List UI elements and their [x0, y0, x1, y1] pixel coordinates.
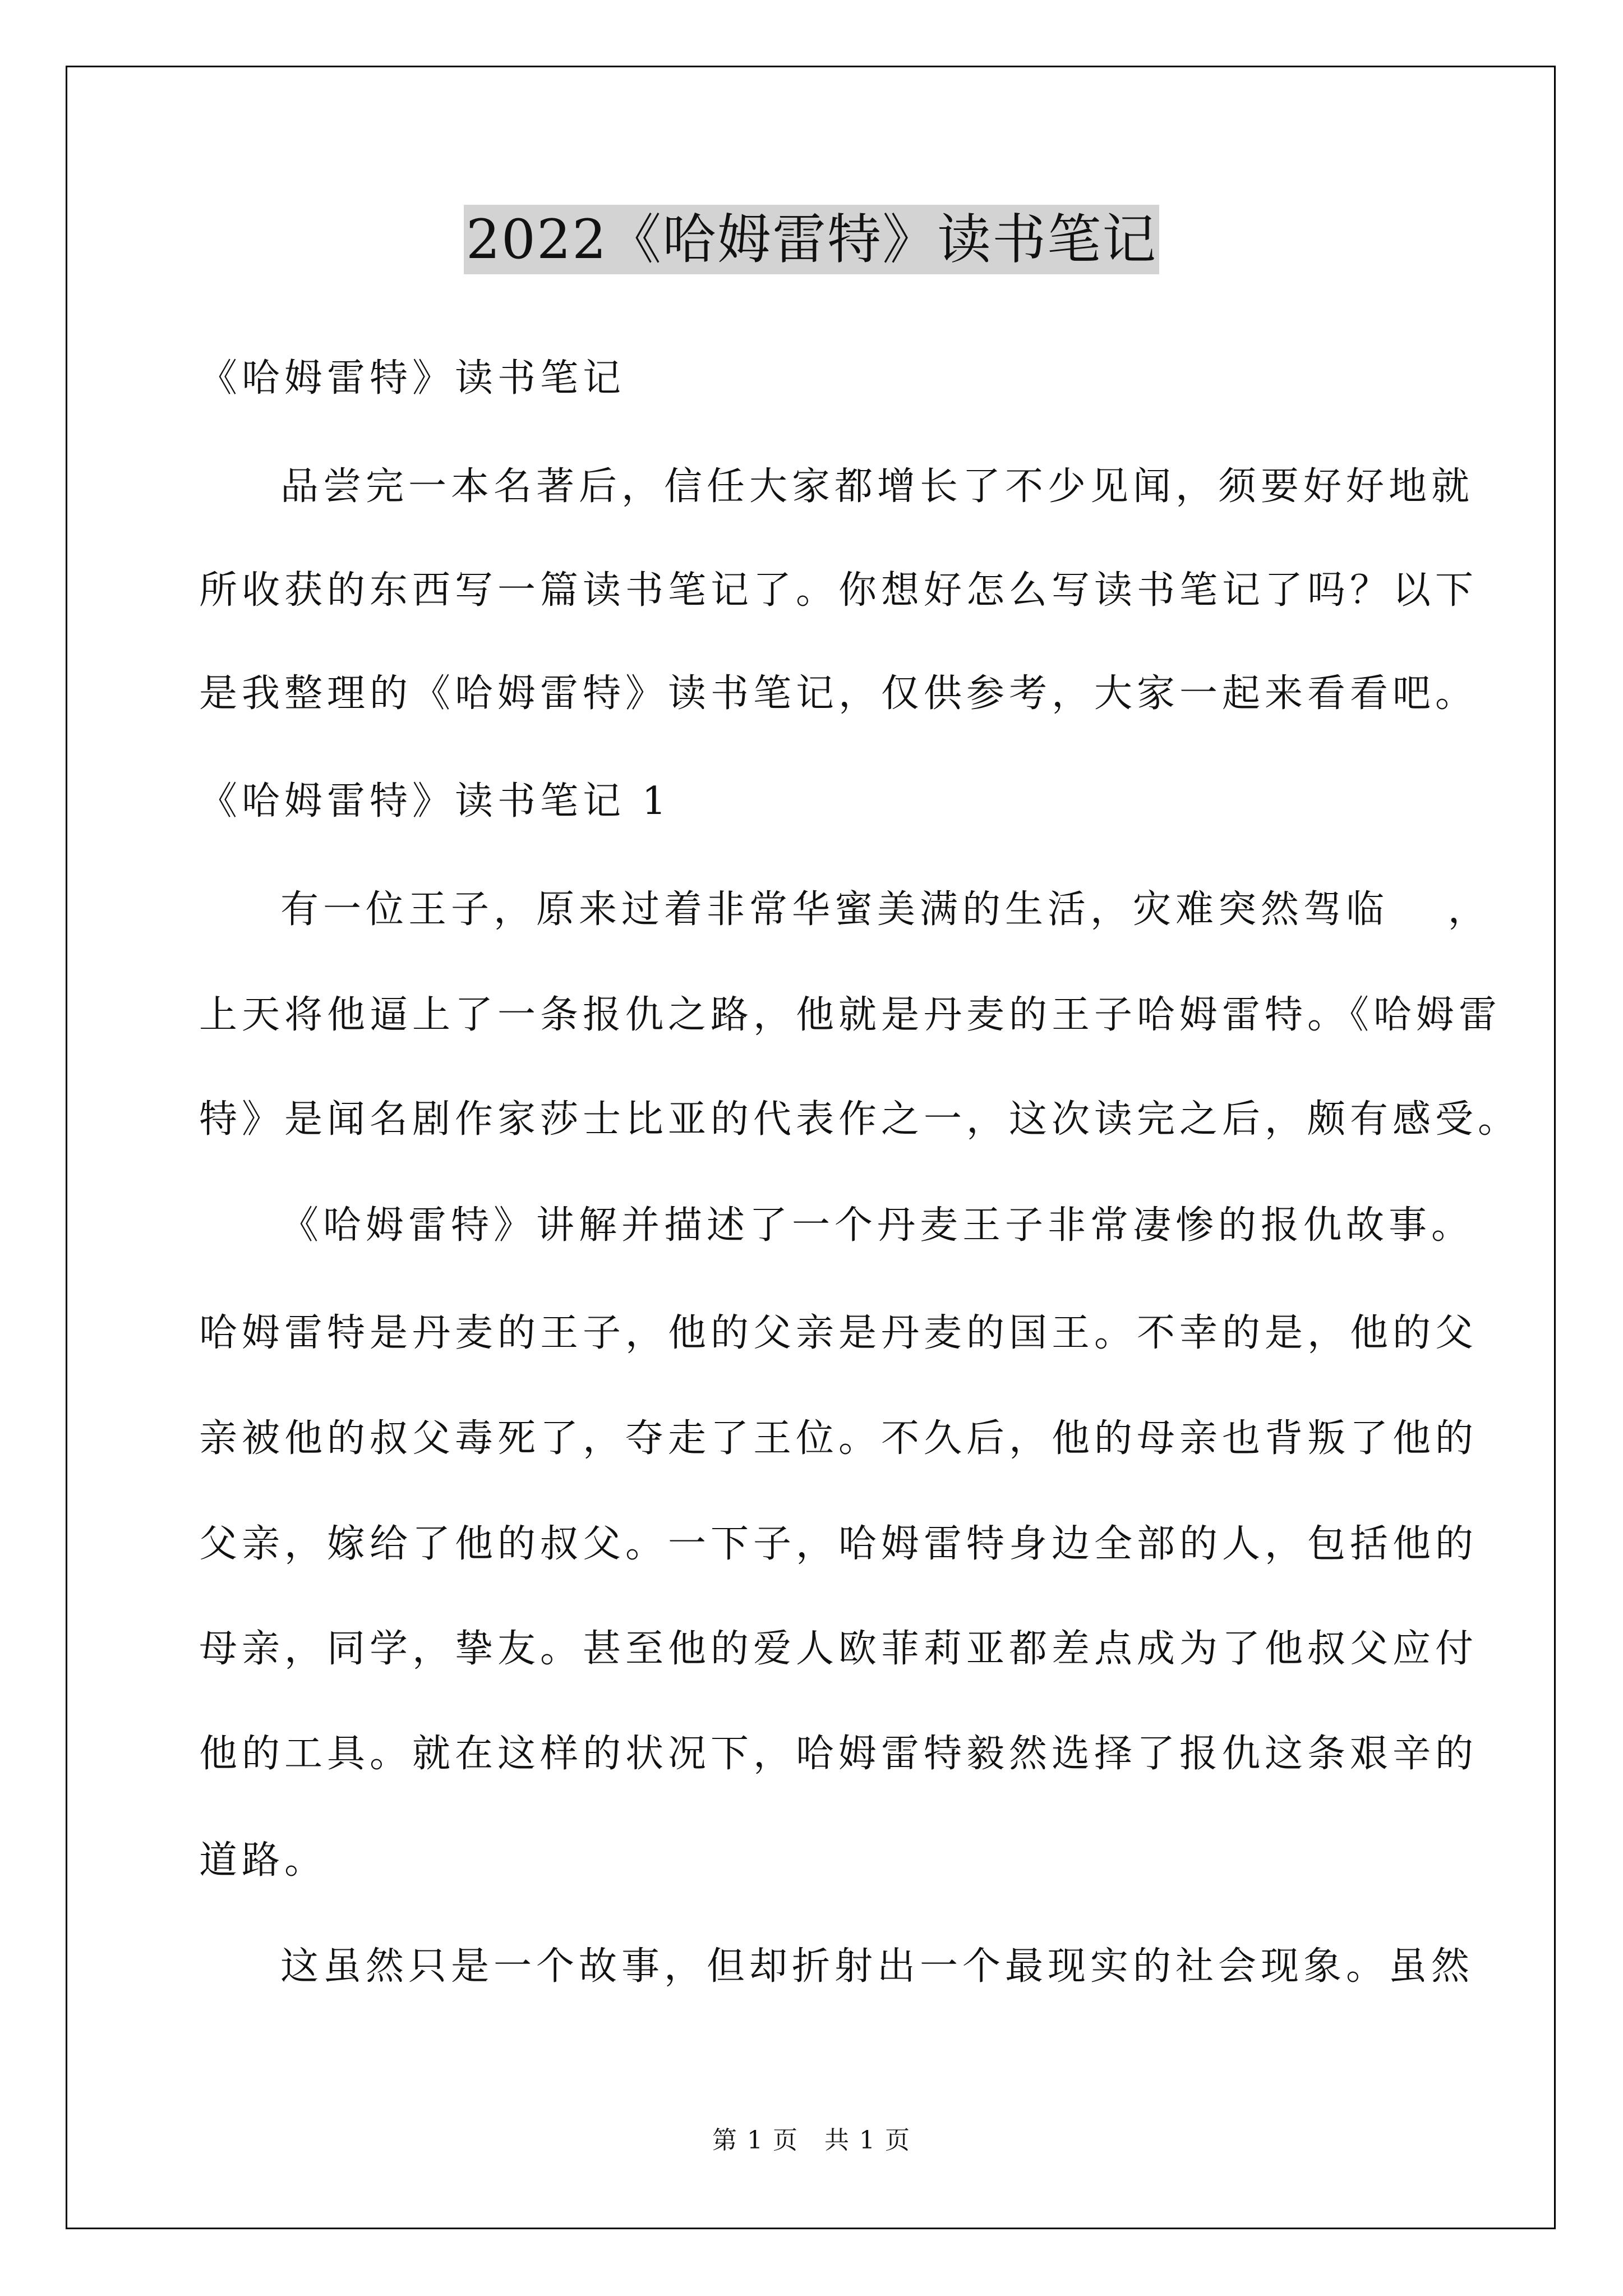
paragraph-line: 有一位王子，原来过着非常华蜜美满的生活，灾难突然驾临 ，: [280, 887, 1491, 932]
paragraph-line: 品尝完一本名著后，信任大家都增长了不少见闻，须要好好地就: [280, 464, 1474, 509]
paragraph-line: 他的工具。就在这样的状况下，哈姆雷特毅然选择了报仇这条艰辛的: [199, 1732, 1478, 1776]
paragraph-line: 母亲，同学，挚友。甚至他的爱人欧菲莉亚都差点成为了他叔父应付: [199, 1627, 1478, 1671]
paragraph-line: 道路。: [199, 1838, 328, 1883]
paragraph-line: 所收获的东西写一篇读书笔记了。你想好怎么写读书笔记了吗？以下: [199, 568, 1478, 613]
paragraph-line: 父亲，嫁给了他的叔父。一下子，哈姆雷特身边全部的人，包括他的: [199, 1522, 1478, 1566]
paragraph-line: 这虽然只是一个故事，但却折射出一个最现实的社会现象。虽然: [280, 1944, 1474, 1989]
page-footer: 第 1 页 共 1 页: [712, 2126, 911, 2155]
paragraph-line: 上天将他逼上了一条报仇之路，他就是丹麦的王子哈姆雷特。《哈姆雷: [199, 993, 1502, 1037]
paragraph-line: 哈姆雷特是丹麦的王子，他的父亲是丹麦的国王。不幸的是，他的父: [199, 1311, 1478, 1355]
document-title: 2022《哈姆雷特》读书笔记: [464, 205, 1159, 274]
paragraph-line: 特》是闻名剧作家莎士比亚的代表作之一，这次读完之后，颇有感受。: [199, 1097, 1521, 1142]
paragraph-line: 是我整理的《哈姆雷特》读书笔记，仅供参考，大家一起来看看吧。: [199, 671, 1478, 716]
title-container: [0, 205, 1623, 274]
paragraph-line: 亲被他的叔父毒死了，夺走了王位。不久后，他的母亲也背叛了他的: [199, 1416, 1478, 1461]
paragraph-line: 《哈姆雷特》讲解并描述了一个丹麦王子非常凄惨的报仇故事。: [280, 1203, 1474, 1248]
section-heading: 《哈姆雷特》读书笔记: [199, 356, 626, 401]
section-heading: 《哈姆雷特》读书笔记 1: [199, 779, 671, 823]
